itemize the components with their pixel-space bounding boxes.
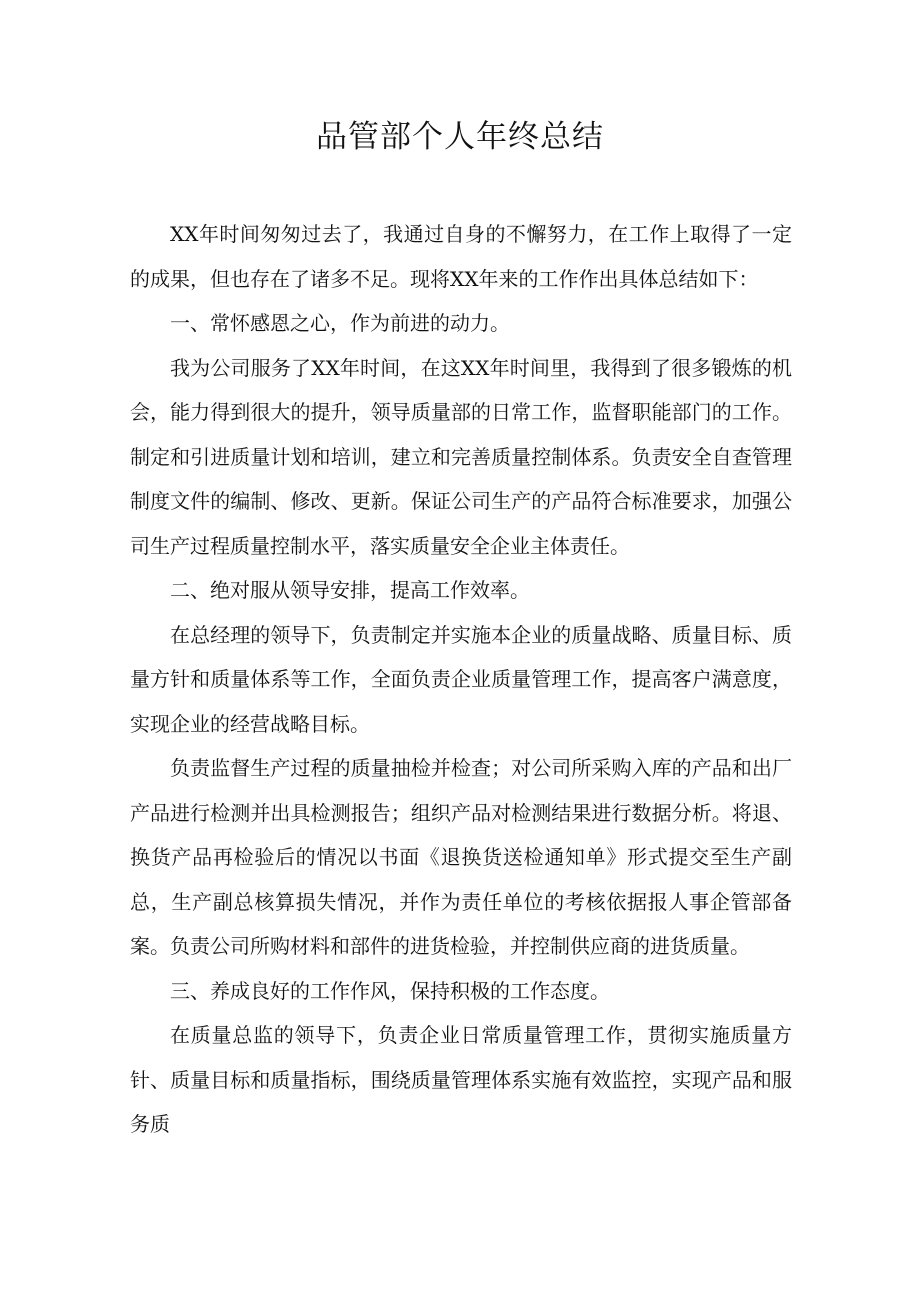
document-title: 品管部个人年终总结 — [316, 119, 604, 155]
paragraph-section-3: 在质量总监的领导下，负责企业日常质量管理工作，贯彻实施质量方针、质量目标和质量指标，围绕质量管理体系实施有效监控，实现产品和服务质 — [130, 1023, 792, 1136]
paragraph-intro: XX年时间匆匆过去了，我通过自身的不懈努力，在工作上取得了一定的成果，但也存在了诸多不足。现将XX年来的工作作出具体总结如下： — [130, 222, 792, 291]
paragraph-section-1: 我为公司服务了XX年时间，在这XX年时间里，我得到了很多锻炼的机会，能力得到很大的提升，领导质量部的日常工作，监督职能部门的工作。制定和引进质量计划和培训，建立和完善质量控制体系。负责安全自查管理制度文件的编制、修改、更新。保证公司生产的产品符合标准要求，加强公司生产过程质量控制水平，落实质量安全企业主体责任。 — [130, 355, 792, 558]
document-body — [130, 212, 792, 1147]
section-heading-1: 一、常怀感恩之心，作为前进的动力。 — [170, 311, 510, 335]
paragraph-section-2b: 负责监督生产过程的质量抽检并检查；对公司所采购入库的产品和出厂产品进行检测并出具检测报告；组织产品对检测结果进行数据分析。将退、换货产品再检验后的情况以书面《退换货送检通知单》形式提交至生产副总，生产副总核算损失情况，并作为责任单位的考核依据报人事企管部备案。负责公司所购材料和部件的进货检验，并控制供应商的进货质量。 — [130, 756, 792, 958]
section-heading-3: 三、养成良好的工作作风，保持积极的工作态度。 — [170, 978, 610, 1003]
section-heading-2: 二、绝对服从领导安排，提高工作效率。 — [170, 578, 530, 602]
paragraph-section-2a: 在总经理的领导下，负责制定并实施本企业的质量战略、质量目标、质量方针和质量体系等工作，全面负责企业质量管理工作，提高客户满意度，实现企业的经营战略目标。 — [130, 622, 792, 736]
